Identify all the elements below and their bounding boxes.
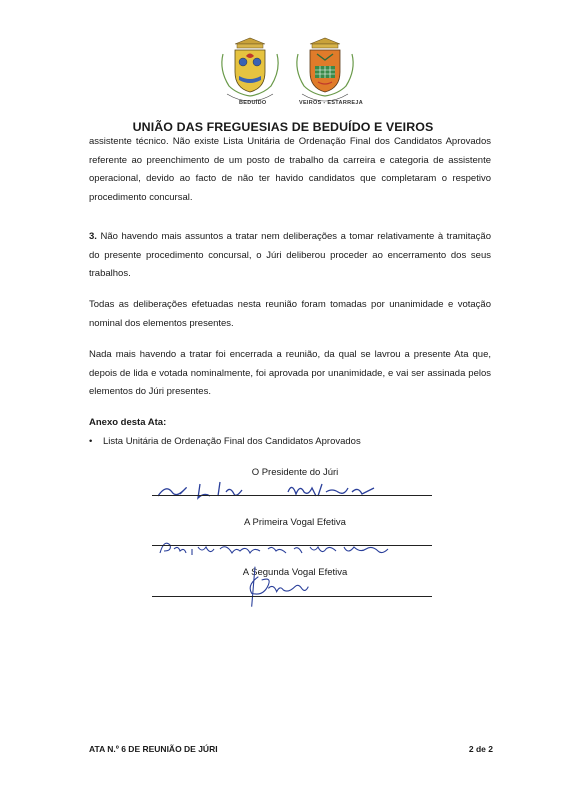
- signature-line-president: [152, 495, 432, 496]
- signature-line-second-vogal: [152, 596, 432, 597]
- paragraph-2: [89, 228, 491, 284]
- paragraph-4-text: Nada mais havendo a tratar foi encerrada a reunião, da qual se lavrou a presente Ata que, depois de lida e votada nominalmente, foi aprovada por unanimidade, e vai ser assinada pelos elementos do Júri presentes.: [89, 349, 491, 397]
- paragraph-4: [89, 346, 491, 402]
- annex-item-text: Lista Unitária de Ordenação Final dos Candidatos Aprovados: [103, 436, 361, 447]
- header-crests: [215, 36, 365, 112]
- paragraph-2-text: Não havendo mais assuntos a tratar nem deliberações a tomar relativamente à tramitação do presente procedimento concursal, o Júri deliberou proceder ao encerramento dos seus trabalhos.: [89, 231, 491, 279]
- president-signature-icon: [140, 462, 440, 512]
- president-label: O Presidente do Júri: [251, 467, 339, 478]
- paragraph-3-text: Todas as deliberações efetuadas nesta reunião foram tomadas por unanimidade e votação nominal dos elementos presentes.: [89, 299, 491, 329]
- beduido-crest-icon: [222, 38, 278, 101]
- document-title: UNIÃO DAS FREGUESIAS DE BEDUÍDO E VEIROS: [132, 120, 434, 134]
- bullet-icon: •: [89, 436, 93, 447]
- second-vogal-label: A Segunda Vogal Efetiva: [242, 567, 348, 578]
- paragraph-1-text: assistente técnico. Não existe Lista Unitária de Ordenação Final dos Candidatos Aprovados referente ao preenchimento de um posto de trabalho da carreira e categoria de assistente operacional, devido ao facto de não ter havido candidatos que completaram o respetivo procedimento concursal.: [89, 136, 491, 203]
- annex-title: Anexo desta Ata:: [89, 417, 167, 428]
- veiros-crest-icon: [297, 38, 353, 101]
- paragraph-2-number: 3.: [89, 231, 97, 242]
- paragraph-3: [89, 296, 491, 333]
- crest-left-label: BEDUÍDO: [239, 100, 267, 106]
- annex-list-item: [89, 436, 361, 447]
- footer-page-number: 2 de 2: [468, 744, 493, 754]
- crest-right-label: VEIROS - ESTARREJA: [299, 100, 363, 106]
- signature-line-first-vogal: [152, 545, 432, 546]
- second-vogal-signature-icon: [140, 560, 440, 610]
- paragraph-1: [89, 133, 491, 207]
- footer-document-id: ATA N.º 6 DE REUNIÃO DE JÚRI: [89, 744, 218, 754]
- first-vogal-label: A Primeira Vogal Efetiva: [244, 517, 346, 528]
